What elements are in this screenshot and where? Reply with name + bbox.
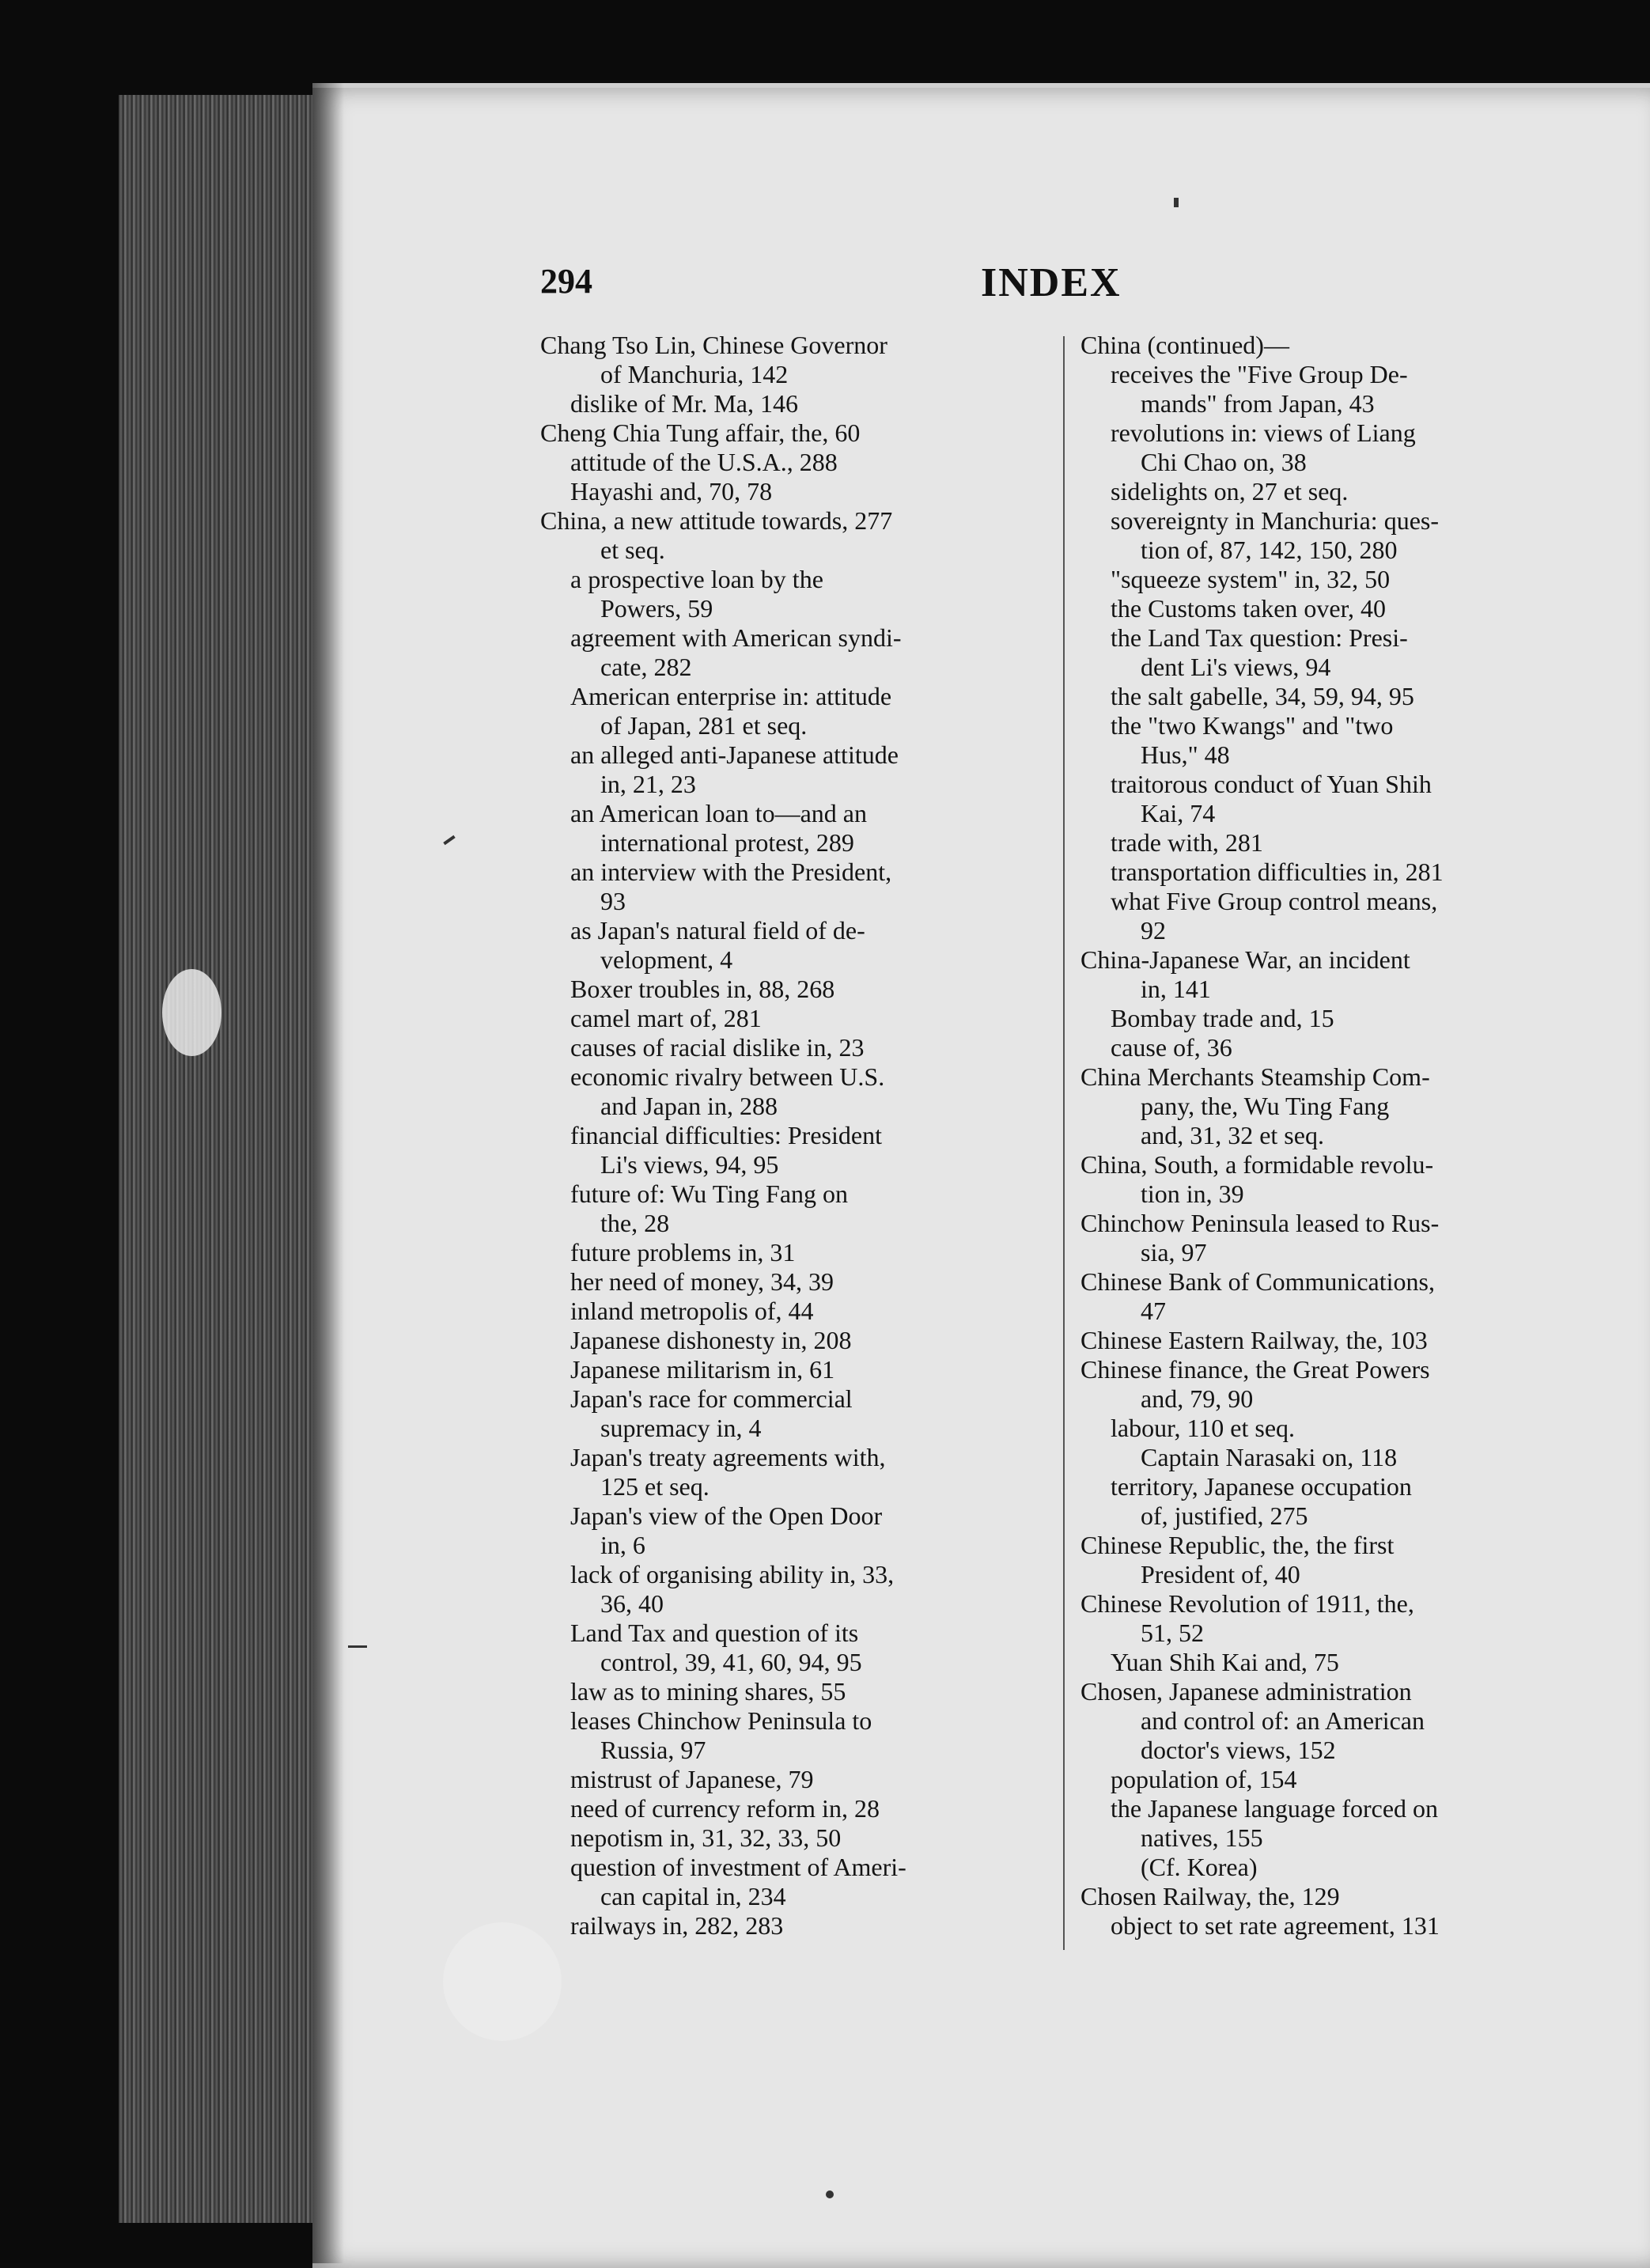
index-entry: an alleged anti-Japanese attitude [570,740,899,769]
index-entry: Chinese Bank of Communications, [1080,1267,1435,1296]
index-entry: inland metropolis of, 44 [570,1297,814,1325]
index-entry: the Japanese language forced on [1111,1794,1439,1823]
index-entry: nepotism in, 31, 32, 33, 50 [570,1823,842,1852]
index-entry: object to set rate agreement, 131 [1111,1911,1440,1940]
index-entry: future of: Wu Ting Fang on [570,1179,849,1208]
index-entry: Yuan Shih Kai and, 75 [1111,1648,1339,1676]
index-entry: et seq. [600,536,665,564]
index-entry: sia, 97 [1141,1238,1207,1267]
index-entry: and Japan in, 288 [600,1092,778,1120]
index-entry: (Cf. Korea) [1141,1853,1258,1881]
index-entry: Chi Chao on, 38 [1141,448,1307,476]
index-entry: sovereignty in Manchuria: ques- [1111,506,1439,535]
index-entry: an American loan to—and an [570,799,867,827]
index-entry: causes of racial dislike in, 23 [570,1033,865,1062]
index-entry: Chang Tso Lin, Chinese Governor [540,331,887,359]
index-entry: 93 [600,887,626,915]
index-entry: the salt gabelle, 34, 59, 94, 95 [1111,682,1414,710]
index-entry: and, 79, 90 [1141,1384,1254,1413]
index-entry: a prospective loan by the [570,565,823,593]
index-entry: Chinese Revolution of 1911, the, [1080,1589,1414,1618]
gutter-shadow [312,83,344,2263]
index-entry: American enterprise in: attitude [570,682,892,710]
index-entry: camel mart of, 281 [570,1004,762,1032]
page-number: 294 [540,262,592,301]
index-entry: of Japan, 281 et seq. [600,711,808,740]
index-entry: revolutions in: views of Liang [1111,418,1416,447]
index-entry: traitorous conduct of Yuan Shih [1111,770,1432,798]
index-entry: Boxer troubles in, 88, 268 [570,975,835,1003]
index-entry: in, 21, 23 [600,770,696,798]
index-entry: velopment, 4 [600,945,733,974]
paper-blemish [162,969,221,1056]
index-entry: dent Li's views, 94 [1141,653,1331,681]
index-entry: and, 31, 32 et seq. [1141,1121,1324,1149]
index-entry: trade with, 281 [1111,828,1263,857]
index-entry: cate, 282 [600,653,692,681]
index-entry: doctor's views, 152 [1141,1736,1336,1764]
index-entry: natives, 155 [1141,1823,1263,1852]
index-entry: leases Chinchow Peninsula to [570,1706,872,1735]
index-entry: China-Japanese War, an incident [1080,945,1410,974]
index-entry: Japan's treaty agreements with, [570,1443,886,1471]
page-edges [119,95,324,2223]
index-entry: 125 et seq. [600,1472,710,1501]
index-entry: of Manchuria, 142 [600,360,789,388]
index-entry: international protest, 289 [600,828,854,857]
index-entry: of, justified, 275 [1141,1501,1308,1530]
index-entry: territory, Japanese occupation [1111,1472,1412,1501]
index-entry: mistrust of Japanese, 79 [570,1765,814,1793]
index-entry: dislike of Mr. Ma, 146 [570,389,798,418]
page-title: INDEX [981,260,1122,305]
index-entry: tion of, 87, 142, 150, 280 [1141,536,1398,564]
index-entry: China (continued)— [1080,331,1289,359]
margin-mark [348,1645,367,1648]
index-entry: the "two Kwangs" and "two [1111,711,1394,740]
index-entry: Japan's view of the Open Door [570,1501,883,1530]
index-entry: transportation difficulties in, 281 [1111,858,1444,886]
index-entry: lack of organising ability in, 33, [570,1560,895,1588]
index-entry: question of investment of Ameri- [570,1853,906,1881]
index-entry: agreement with American syndi- [570,623,902,652]
index-entry: Chosen, Japanese administration [1080,1677,1412,1706]
index-entry: cause of, 36 [1111,1033,1232,1062]
index-entry: can capital in, 234 [600,1882,786,1910]
index-entry: Chinese Eastern Railway, the, 103 [1080,1326,1428,1354]
index-entry: China, South, a formidable revolu- [1080,1150,1434,1179]
index-entry: supremacy in, 4 [600,1414,762,1442]
index-entry: control, 39, 41, 60, 94, 95 [600,1648,862,1676]
index-entry: President of, 40 [1141,1560,1300,1588]
index-entry: "squeeze system" in, 32, 50 [1111,565,1391,593]
index-entry: the Land Tax question: Presi- [1111,623,1408,652]
margin-mark [826,2190,834,2198]
index-entry: attitude of the U.S.A., 288 [570,448,838,476]
index-entry: China Merchants Steamship Com- [1080,1062,1430,1091]
index-entry: Chinese finance, the Great Powers [1080,1355,1430,1384]
column-divider [1063,336,1065,1950]
index-entry: Chosen Railway, the, 129 [1080,1882,1340,1910]
index-entry: economic rivalry between U.S. [570,1062,885,1091]
index-entry: in, 6 [600,1531,645,1559]
index-entry: Japan's race for commercial [570,1384,853,1413]
index-entry: China, a new attitude towards, 277 [540,506,893,535]
index-entry: labour, 110 et seq. [1111,1414,1296,1442]
index-entry: as Japan's natural field of de- [570,916,865,945]
margin-mark [1174,198,1179,207]
index-entry: future problems in, 31 [570,1238,796,1267]
index-entry: Powers, 59 [600,594,713,623]
index-entry: and control of: an American [1141,1706,1425,1735]
index-entry: an interview with the President, [570,858,892,886]
index-entry: Japanese dishonesty in, 208 [570,1326,852,1354]
index-entry: law as to mining shares, 55 [570,1677,846,1706]
index-entry: her need of money, 34, 39 [570,1267,834,1296]
index-entry: population of, 154 [1111,1765,1297,1793]
index-entry: sidelights on, 27 et seq. [1111,477,1349,505]
index-entry: mands" from Japan, 43 [1141,389,1375,418]
index-entry: 92 [1141,916,1166,945]
index-entry: Captain Narasaki on, 118 [1141,1443,1398,1471]
index-entry: Bombay trade and, 15 [1111,1004,1334,1032]
index-entry: Russia, 97 [600,1736,706,1764]
index-entry: the, 28 [600,1209,670,1237]
index-entry: what Five Group control means, [1111,887,1438,915]
index-entry: 47 [1141,1297,1166,1325]
index-entry: 51, 52 [1141,1619,1204,1647]
index-entry: Land Tax and question of its [570,1619,859,1647]
index-entry: railways in, 282, 283 [570,1911,784,1940]
index-entry: Chinchow Peninsula leased to Rus- [1080,1209,1440,1237]
index-column-right [1080,331,1575,1940]
index-entry: Hayashi and, 70, 78 [570,477,773,505]
index-entry: Chinese Republic, the, the first [1080,1531,1395,1559]
index-entry: in, 141 [1141,975,1211,1003]
index-entry: Japanese militarism in, 61 [570,1355,835,1384]
index-entry: Li's views, 94, 95 [600,1150,779,1179]
index-entry: Kai, 74 [1141,799,1216,827]
index-entry: the Customs taken over, 40 [1111,594,1386,623]
index-entry: tion in, 39 [1141,1179,1244,1208]
index-entry: financial difficulties: President [570,1121,882,1149]
index-entry: Hus," 48 [1141,740,1230,769]
index-column-left [540,331,1035,1940]
index-entry: Cheng Chia Tung affair, the, 60 [540,418,861,447]
index-entry: 36, 40 [600,1589,664,1618]
index-entry: receives the "Five Group De- [1111,360,1408,388]
index-entry: need of currency reform in, 28 [570,1794,880,1823]
index-entry: pany, the, Wu Ting Fang [1141,1092,1390,1120]
